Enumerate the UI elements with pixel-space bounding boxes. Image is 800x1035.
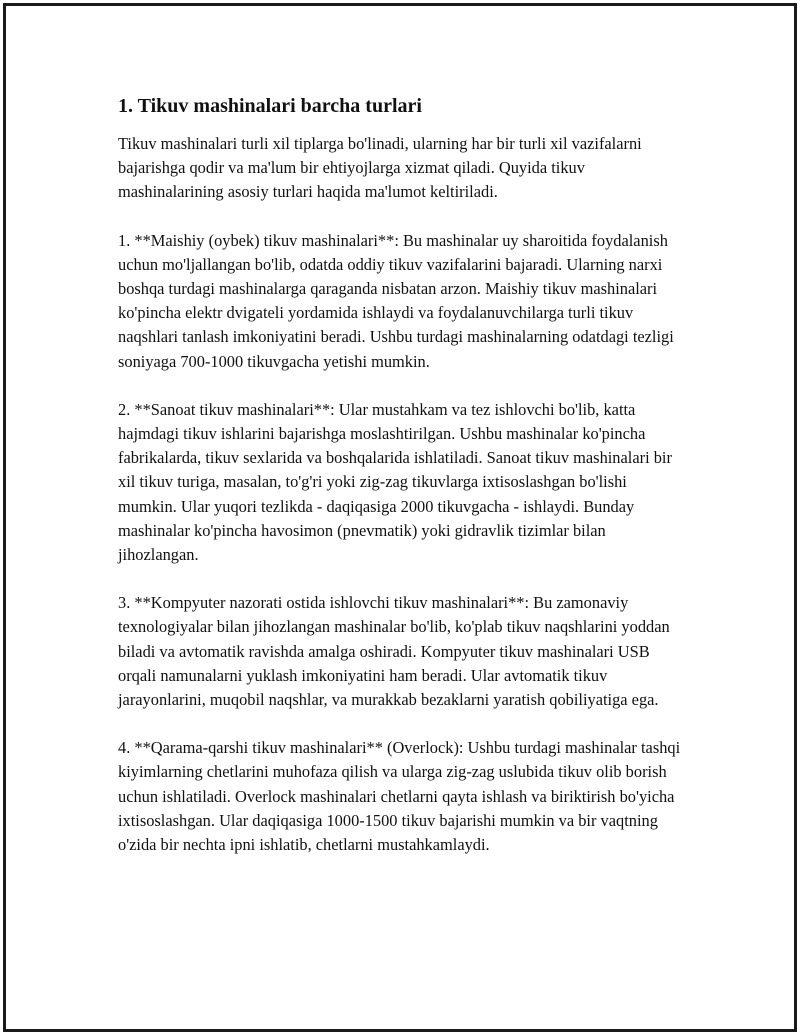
document-body — [118, 92, 688, 881]
paragraph-industrial-machines: 2. **Sanoat tikuv mashinalari**: Ular mustahkam va tez ishlovchi bo'lib, katta hajmdagi tikuv ishlarini bajarishga moslashtirilgan. Ushbu mashinalar ko'pincha fabrikalarda, tikuv sexlarida va boshqalarida ishlatiladi. Sanoat tikuv mashinalari bir xil tikuv turiga, masalan, to'g'ri yoki zig-zag tikuvlarga ixtisoslashgan bo'lishi mumkin. Ular yuqori tezlikda - daqiqasiga 2000 tikuvgacha - ishlaydi. Bunday mashinalar ko'pincha havosimon (pnevmatik) yoki gidravlik tizimlar bilan jihozlangan. — [118, 399, 672, 565]
paragraph-overlock-machines: 4. **Qarama-qarshi tikuv mashinalari** (Overlock): Ushbu turdagi mashinalar tashqi kiyimlarning chetlarini muhofaza qilish va ularga zig-zag uslubida tikuv olib borish uchun ishlatiladi. Overlock mashinalari chetlarni qayta ishlash va biriktirish bo'yicha ixtisoslashgan. Ular daqiqasiga 1000-1500 tikuv bajarishi mumkin va bir vaqtning o'zida bir nechta ipni ishlatib, chetlarni mustahkamlaydi. — [118, 738, 681, 855]
intro-paragraph: Tikuv mashinalari turli xil tiplarga bo'linadi, ularning har bir turli xil vazifalarni bajarishga qodir va ma'lum bir ehtiyojlarga xizmat qiladi. Quyida tikuv mashinalarining asosiy turlari haqida ma'lumot keltiriladi. — [118, 134, 642, 202]
paragraph-household-machines: 1. **Maishiy (oybek) tikuv mashinalari**: Bu mashinalar uy sharoitida foydalanish uchun mo'ljallangan bo'lib, odatda oddiy tikuv vazifalarini bajaradi. Ularning narxi boshqa turdagi mashinalarga qaraganda nisbatan arzon. Maishiy tikuv mashinalari ko'pincha elektr dvigateli yordamida ishlaydi va foydalanuvchilarga turli tikuv naqshlari tanlash imkoniyatini beradi. Ushbu turdagi mashinalarning odatdagi tezligi soniyaga 700-1000 tikuvgacha yetishi mumkin. — [118, 230, 674, 371]
section-heading: 1. Tikuv mashinalari barcha turlari — [118, 95, 422, 117]
paragraph-computerized-machines: 3. **Kompyuter nazorati ostida ishlovchi tikuv mashinalari**: Bu zamonaviy texnologiyalar bilan jihozlangan mashinalar bo'lib, ko'plab tikuv naqshlarini yoddan biladi va avtomatik ravishda amalga oshiradi. Kompyuter tikuv mashinalari USB orqali namunalarni yuklash imkoniyatini ham beradi. Ular avtomatik tikuv jarayonlarini, muqobil naqshlar, va murakkab bezaklarni yaratish qobiliyatiga ega. — [118, 593, 670, 710]
